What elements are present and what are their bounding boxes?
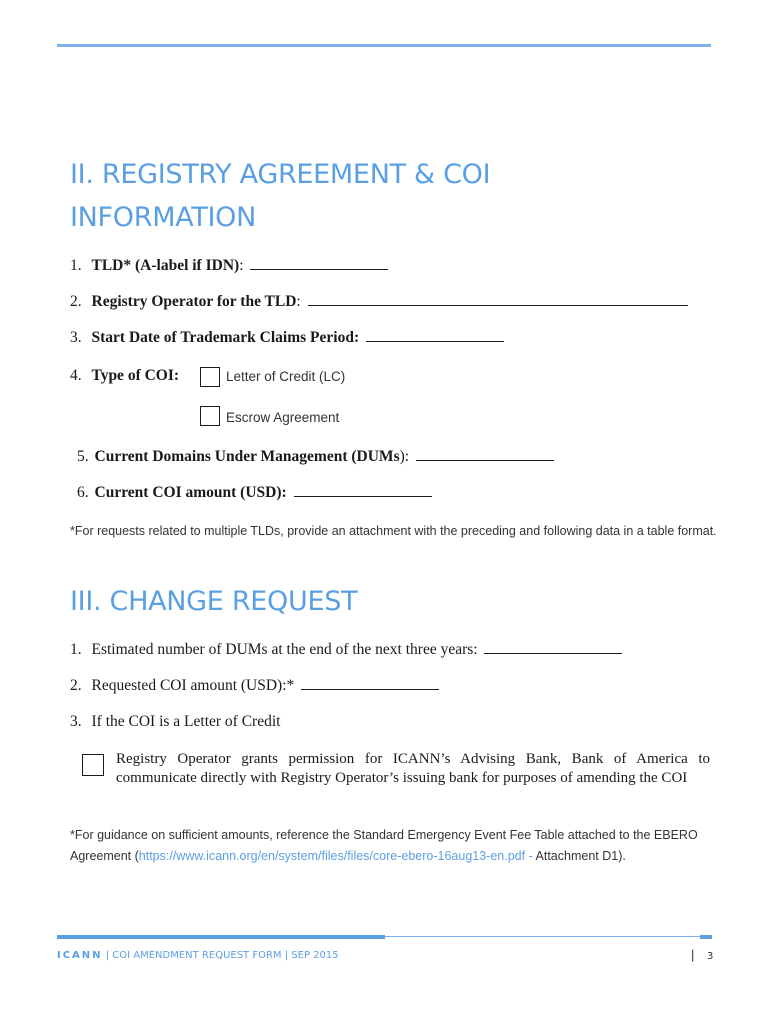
requested-coi-label: Requested COI amount (USD):*	[91, 677, 295, 694]
registry-operator-label: Registry Operator for the TLD	[91, 293, 297, 310]
escrow-agreement-checkbox[interactable]	[200, 406, 220, 426]
trademark-claims-row	[70, 328, 504, 348]
item-number: 4.	[70, 367, 82, 384]
current-coi-amount-row	[77, 483, 432, 503]
tld-input-line[interactable]	[250, 257, 388, 270]
section-2-heading: II. REGISTRY AGREEMENT & COI INFORMATION	[70, 159, 491, 233]
label-suffix: :	[239, 257, 248, 274]
footer-rule-end	[700, 935, 712, 939]
current-dums-row	[77, 447, 554, 467]
current-coi-amount-input-line[interactable]	[294, 484, 432, 497]
trademark-claims-label: Start Date of Trademark Claims Period:	[91, 329, 360, 346]
letter-of-credit-condition-row	[70, 712, 280, 732]
bank-permission-checkbox[interactable]	[82, 754, 104, 776]
item-number: 6.	[77, 484, 89, 501]
bank-permission-text: Registry Operator grants permission for ICANN’s Advising Bank, Bank of America to communicate directly with Registry Operator’s issuing bank for purposes of amending the COI	[116, 751, 710, 786]
form-title: | COI AMENDMENT REQUEST FORM | SEP 2015	[102, 950, 339, 961]
estimated-dums-label: Estimated number of DUMs at the end of the next three years:	[91, 641, 478, 658]
label-suffix	[287, 484, 291, 501]
guidance-text: *For guidance on sufficient amounts, reference the Standard Emergency Event Fee Table attached to the EBERO Agreement (	[70, 828, 698, 863]
multiple-tlds-note: *For requests related to multiple TLDs, provide an attachment with the preceding and following data in a table format.	[70, 524, 717, 538]
letter-of-credit-label: Letter of Credit (LC)	[226, 369, 346, 384]
label-suffix: ):	[399, 448, 413, 465]
item-number: 5.	[77, 448, 89, 465]
label-suffix: :	[296, 293, 305, 310]
guidance-attachment-text: Attachment D1).	[535, 849, 626, 863]
coi-type-row	[70, 366, 179, 386]
footer-rule-thin	[385, 936, 700, 937]
item-number: 3.	[70, 329, 82, 346]
trademark-claims-input-line[interactable]	[366, 329, 504, 342]
ebero-agreement-link[interactable]: https://www.icann.org/en/system/files/files/core-ebero-16aug13-en.pdf -	[138, 849, 536, 863]
tld-field-row	[70, 256, 388, 276]
current-dums-label: Current Domains Under Management (DUMs	[94, 448, 400, 465]
current-coi-amount-label: Current COI amount (USD):	[94, 484, 287, 501]
guidance-note	[70, 825, 720, 867]
top-rule	[57, 44, 711, 47]
item-number: 2.	[70, 677, 82, 694]
registry-operator-row	[70, 292, 688, 312]
letter-of-credit-checkbox[interactable]	[200, 367, 220, 387]
page-number: 3	[707, 951, 714, 962]
item-number: 3.	[70, 713, 82, 730]
estimated-dums-input-line[interactable]	[484, 641, 622, 654]
requested-coi-input-line[interactable]	[301, 677, 439, 690]
footer-text	[57, 950, 339, 961]
letter-of-credit-condition-label: If the COI is a Letter of Credit	[91, 713, 281, 730]
item-number: 2.	[70, 293, 82, 310]
footer-separator: |	[691, 947, 695, 962]
icann-brand: ICANN	[57, 950, 103, 961]
label-suffix	[359, 329, 363, 346]
coi-type-label: Type of COI:	[91, 367, 180, 384]
escrow-agreement-label: Escrow Agreement	[226, 410, 340, 425]
item-number: 1.	[70, 641, 82, 658]
estimated-dums-row	[70, 640, 622, 660]
current-dums-input-line[interactable]	[416, 448, 554, 461]
section-3-heading: III. CHANGE REQUEST	[70, 586, 358, 617]
item-number: 1.	[70, 257, 82, 274]
tld-label: TLD* (A-label if IDN)	[91, 257, 240, 274]
footer-rule	[57, 935, 385, 939]
registry-operator-input-line[interactable]	[308, 293, 688, 306]
requested-coi-row	[70, 676, 439, 696]
